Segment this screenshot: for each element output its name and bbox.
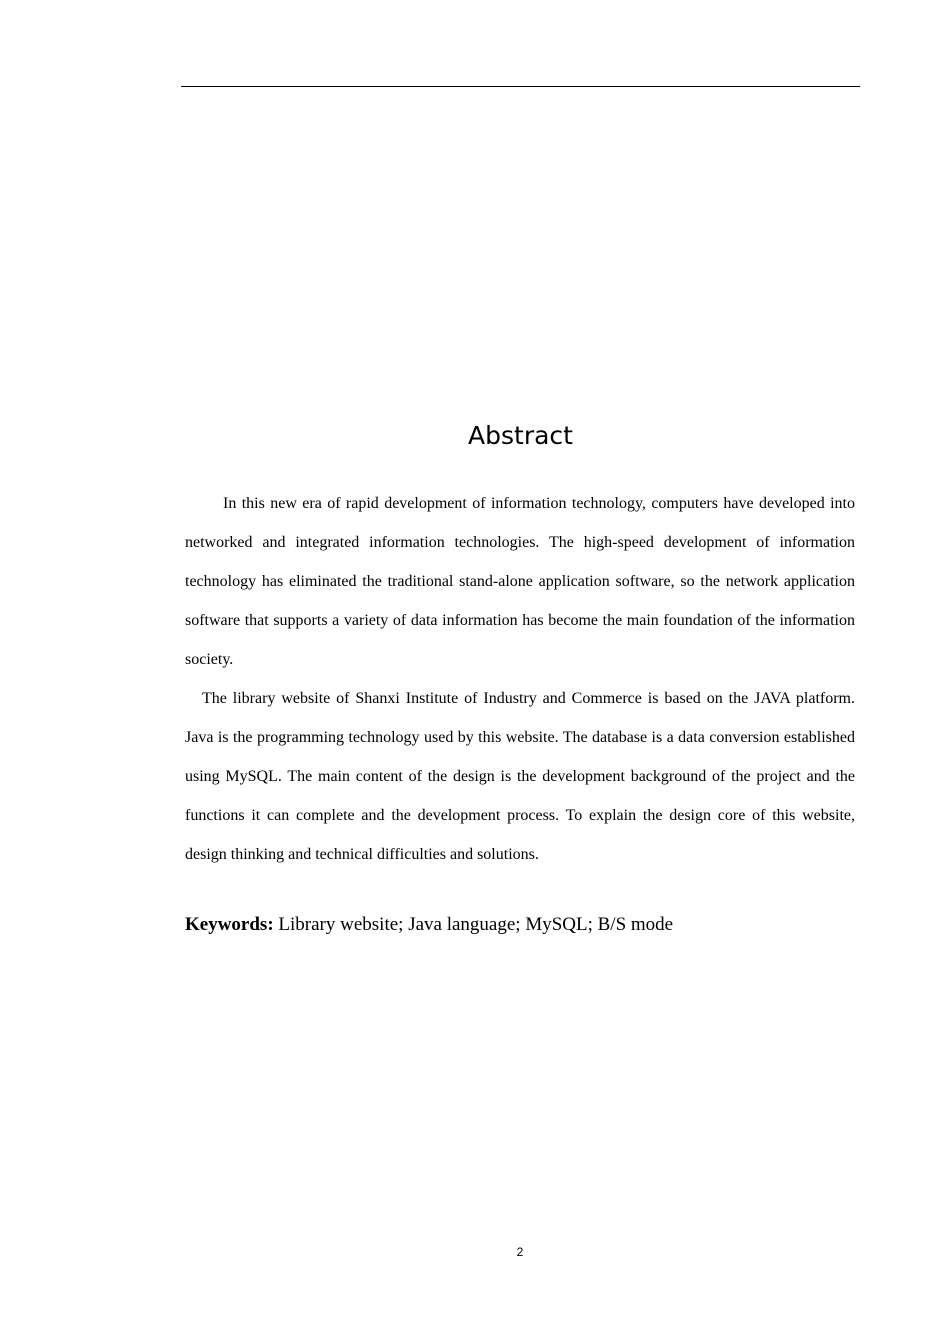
keywords-line <box>185 910 855 940</box>
keywords-label: Keywords: <box>185 914 274 935</box>
abstract-title: Abstract <box>468 421 573 450</box>
abstract-body <box>185 484 855 874</box>
page-number: 2 <box>516 1245 524 1259</box>
keywords-text: Library website; Java language; MySQL; B/S mode <box>278 914 674 935</box>
header-rule <box>181 86 860 87</box>
abstract-paragraph-2: The library website of Shanxi Institute of Industry and Commerce is based on the JAVA platform. Java is the programming technology used by this website. The database is a data conversion established using MySQL. The main content of the design is the development background of the project and the functions it can complete and the development process. To explain the design core of this website, design thinking and technical difficulties and solutions. <box>185 690 855 863</box>
abstract-paragraph-1: In this new era of rapid development of information technology, computers have developed into networked and integrated information technologies. The high-speed development of information technology has eliminated the traditional stand-alone application software, so the network application software that supports a variety of data information has become the main foundation of the information society. <box>185 495 855 668</box>
